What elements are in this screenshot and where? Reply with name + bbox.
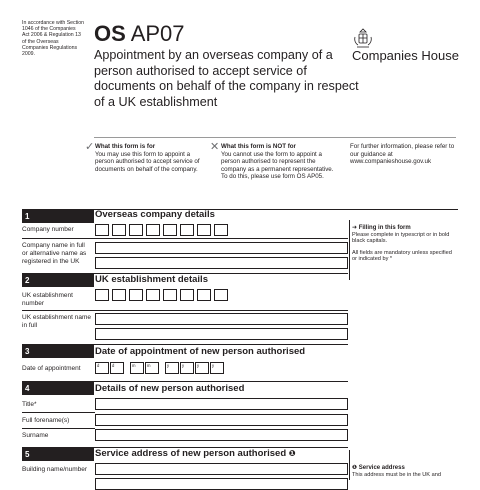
section-2-number: 2 <box>22 274 94 287</box>
forenames-label: Full forename(s) <box>22 417 70 424</box>
uk-establishment-number-label: UK establishment number <box>22 292 73 307</box>
company-number-cell[interactable] <box>146 224 160 236</box>
company-number-label: Company number <box>22 226 74 233</box>
surname-input[interactable] <box>95 429 348 441</box>
date-day-cell[interactable]: d <box>95 362 109 374</box>
company-name-input-line-1[interactable] <box>95 242 348 254</box>
row-divider <box>22 310 348 311</box>
section-5-title-text: Service address of new person authorised <box>95 448 287 459</box>
sidebar-mandatory-text: All fields are mandatory unless specified or indicated by * <box>352 249 452 263</box>
uk-establishment-name-input-line-1[interactable] <box>95 313 348 325</box>
date-day-cell[interactable]: d <box>110 362 124 374</box>
section-4-number: 4 <box>22 382 94 395</box>
info-not-for-heading: What this form is NOT for <box>221 143 296 150</box>
company-number-cell[interactable] <box>163 224 177 236</box>
cross-icon: ✕ <box>210 141 220 153</box>
uk-establishment-name-input-line-2[interactable] <box>95 328 348 340</box>
uk-establishment-number-cell[interactable] <box>214 289 228 301</box>
sidebar-divider <box>349 450 350 480</box>
company-number-cell[interactable] <box>95 224 109 236</box>
row-divider <box>22 238 348 239</box>
date-year-cell[interactable]: y <box>210 362 224 374</box>
title-input[interactable] <box>95 398 348 410</box>
forenames-input[interactable] <box>95 414 348 426</box>
info-for <box>95 143 200 173</box>
sidebar-service-text: This address must be in the UK and <box>352 471 441 478</box>
date-year-cell[interactable]: y <box>165 362 179 374</box>
building-label: Building name/number <box>22 466 88 473</box>
sidebar-service-heading <box>352 465 456 472</box>
info-not-for <box>221 143 337 181</box>
building-input[interactable] <box>95 463 348 475</box>
uk-establishment-number-cell[interactable] <box>112 289 126 301</box>
date-month-cell[interactable]: m <box>130 362 144 374</box>
tick-icon: ✓ <box>85 141 95 153</box>
surname-label: Surname <box>22 432 49 439</box>
form-code <box>94 22 185 46</box>
info-not-for-text: You cannot use the form to appoint a person authorised to represent the company as a permanent representative. To do this, please use form OS AP05. <box>221 150 334 181</box>
arrow-icon: ➜ <box>352 225 358 231</box>
sidebar-filling-heading-text: Filling in this form <box>358 225 411 231</box>
date-of-appointment-label: Date of appointment <box>22 365 81 372</box>
date-year-cell[interactable]: y <box>195 362 209 374</box>
info-marker-icon: ❶ <box>352 465 358 471</box>
section-1-number: 1 <box>22 210 94 223</box>
form-code-number: AP07 <box>130 21 185 46</box>
sidebar-filling-text: Please complete in typescript or in bold black capitals. <box>352 231 450 245</box>
sidebar-service <box>352 465 456 478</box>
form-title: Appointment by an overseas company of a person authorised to accept service of documents on behalf of the company in respect of a UK establishment <box>94 48 359 109</box>
sidebar-service-heading-text: Service address <box>358 465 405 471</box>
info-for-heading: What this form is for <box>95 143 156 150</box>
section-3-title: Date of appointment of new person authorised <box>95 346 306 357</box>
legal-note: In accordance with Section 1046 of the Companies Act 2006 & Regulation 13 of the Overseas Companies Regulations 2009. <box>22 20 84 58</box>
row-divider <box>22 412 95 413</box>
company-name-input-line-2[interactable] <box>95 257 348 269</box>
section-1-title: Overseas company details <box>95 209 215 220</box>
section-2-title: UK establishment details <box>95 274 208 285</box>
uk-establishment-number-cell[interactable] <box>197 289 211 301</box>
sidebar-filling-heading <box>352 225 456 232</box>
row-divider <box>22 428 95 429</box>
date-month-cell[interactable]: m <box>145 362 159 374</box>
section-5-number: 5 <box>22 448 94 461</box>
sidebar-divider <box>349 220 350 280</box>
uk-establishment-number-cell[interactable] <box>180 289 194 301</box>
section-3-number: 3 <box>22 345 94 358</box>
company-number-cell[interactable] <box>197 224 211 236</box>
company-number-cell[interactable] <box>214 224 228 236</box>
info-for-text: You may use this form to appoint a person authorised to accept service of documents on behalf of the company. <box>95 150 200 173</box>
info-further: For further information, please refer to our guidance at www.companieshouse.gov.uk <box>350 143 455 166</box>
company-number-cell[interactable] <box>129 224 143 236</box>
company-number-cell[interactable] <box>180 224 194 236</box>
form-code-prefix: OS <box>94 21 126 46</box>
info-marker-icon: ❶ <box>288 449 296 458</box>
uk-establishment-number-cell[interactable] <box>163 289 177 301</box>
section-5-title <box>95 447 296 460</box>
uk-establishment-number-cell[interactable] <box>146 289 160 301</box>
uk-establishment-number-cell[interactable] <box>95 289 109 301</box>
title-label: Title* <box>22 401 37 408</box>
brand-name: Companies House <box>352 48 459 63</box>
uk-establishment-number-cell[interactable] <box>129 289 143 301</box>
uk-establishment-name-label: UK establishment name in full <box>22 314 92 329</box>
section-4-title: Details of new person authorised <box>95 383 245 394</box>
royal-crest-icon <box>352 27 374 49</box>
company-name-label: Company name in full or alternative name as registered in the UK <box>22 242 87 265</box>
header-divider <box>94 137 456 138</box>
date-year-cell[interactable]: y <box>180 362 194 374</box>
company-number-cell[interactable] <box>112 224 126 236</box>
sidebar-filling <box>352 225 456 263</box>
